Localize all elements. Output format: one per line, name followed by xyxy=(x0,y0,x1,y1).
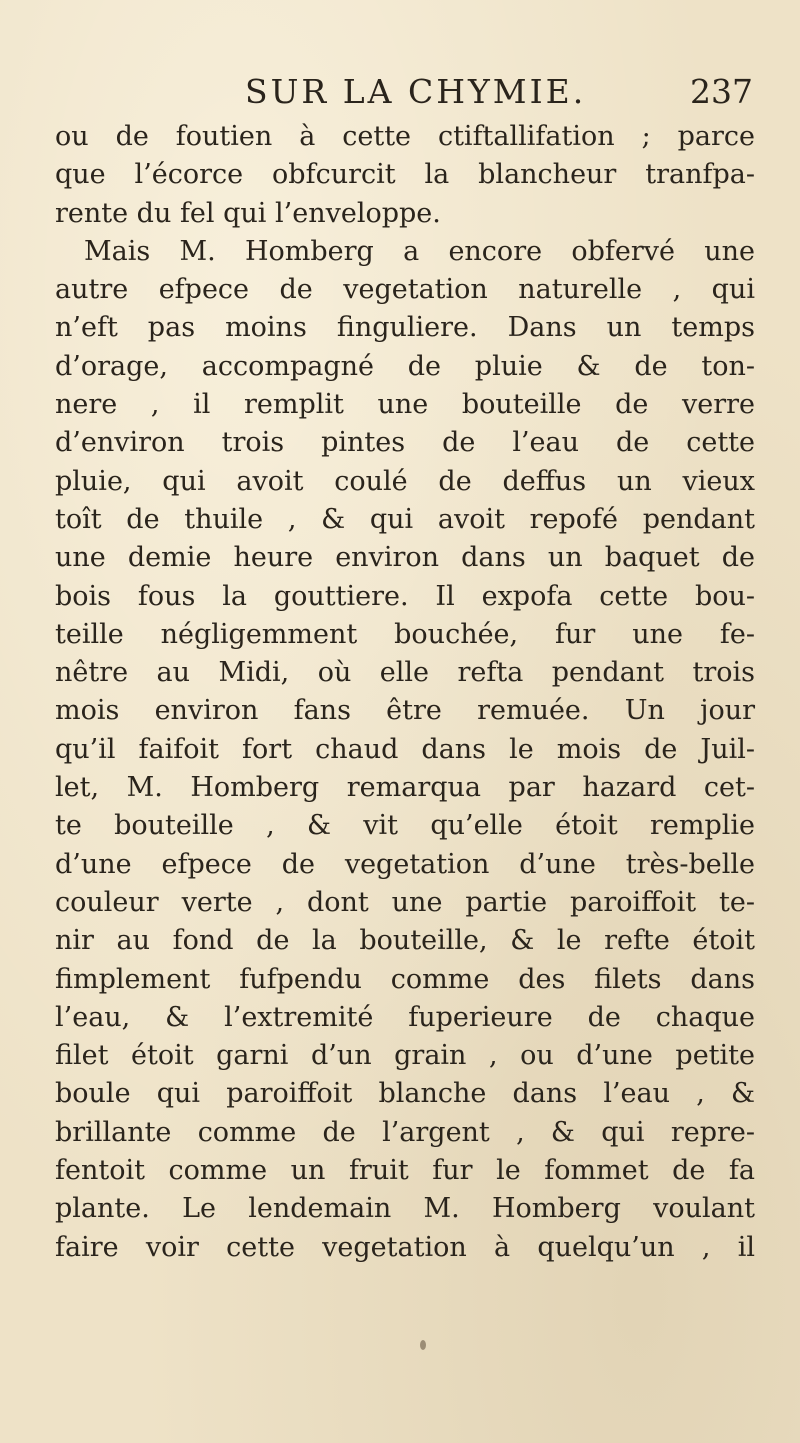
text-line: que l’écorce obfcurcit la blancheur tranfpa- xyxy=(55,159,755,191)
text-line: ou de foutien à cette ctiftallifation ; parce xyxy=(55,121,755,152)
text-line: pluie, qui avoit coulé de deffus un vieux xyxy=(55,465,755,497)
text-line: nir au fond de la bouteille, & le refte étoit xyxy=(55,925,755,957)
text-line: fentoit comme un fruit fur le fommet de fa xyxy=(55,1155,755,1187)
ink-speck xyxy=(420,1340,426,1350)
text-line: nêtre au Midi, où elle refta pendant trois xyxy=(55,657,755,689)
page-header xyxy=(0,70,800,120)
text-line: d’orage, accompagné de pluie & de ton- xyxy=(55,350,755,382)
text-line: qu’il faifoit fort chaud dans le mois de Juil- xyxy=(55,733,755,765)
text-line: te bouteille , & vit qu’elle étoit remplie xyxy=(55,810,755,842)
text-line: fimplement fufpendu comme des filets dans xyxy=(55,963,755,995)
text-line: autre efpece de vegetation naturelle , qui xyxy=(55,274,755,306)
text-line: Mais M. Homberg a encore obfervé une xyxy=(84,235,755,267)
text-line: couleur verte , dont une partie paroiffoit te- xyxy=(55,886,755,918)
text-line: plante. Le lendemain M. Homberg voulant xyxy=(55,1193,755,1225)
text-line: nere , il remplit une bouteille de verre xyxy=(55,389,755,421)
text-line: faire voir cette vegetation à quelqu’un , il xyxy=(55,1231,755,1263)
text-line: filet étoit garni d’un grain , ou d’une petite xyxy=(55,1040,755,1072)
text-line: teille négligemment bouchée, fur une fe- xyxy=(55,618,755,650)
text-line: rente du fel qui l’enveloppe. xyxy=(55,197,441,229)
text-line: bois fous la gouttiere. Il expofa cette bou- xyxy=(55,580,755,612)
text-line: toît de thuile , & qui avoit repofé pendant xyxy=(55,503,755,535)
text-line: l’eau, & l’extremité fuperieure de chaque xyxy=(55,1001,755,1033)
text-line: brillante comme de l’argent , & qui repre- xyxy=(55,1116,755,1148)
page-number: 237 xyxy=(690,72,753,111)
text-line: une demie heure environ dans un baquet de xyxy=(55,542,755,574)
text-line: d’environ trois pintes de l’eau de cette xyxy=(55,427,755,459)
text-line: boule qui paroiffoit blanche dans l’eau , & xyxy=(55,1078,755,1110)
running-head: SUR LA CHYMIE. xyxy=(245,72,587,111)
text-line: d’une efpece de vegetation d’une très-belle xyxy=(55,848,755,880)
text-line: mois environ fans être remuée. Un jour xyxy=(55,695,755,727)
text-line: n’eft pas moins finguliere. Dans un temps xyxy=(55,312,755,344)
body-text xyxy=(55,118,755,1267)
text-line: let, M. Homberg remarqua par hazard cet- xyxy=(55,772,755,804)
